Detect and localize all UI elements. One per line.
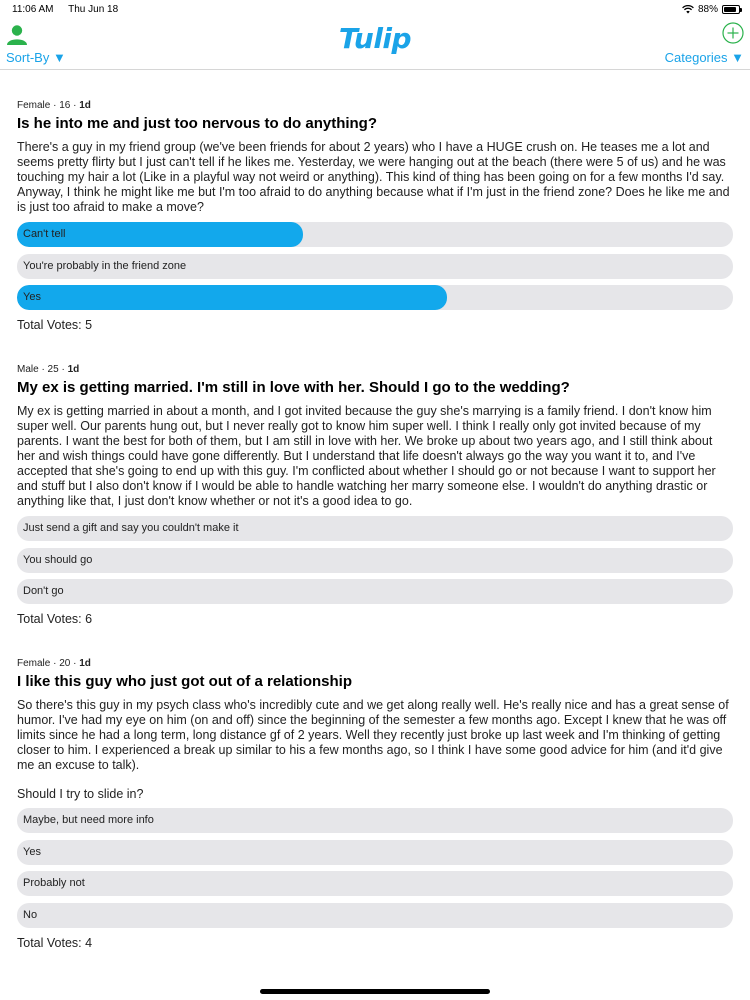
total-votes: Total Votes: 6 <box>17 612 93 626</box>
post-author-info: Female · 20 · <box>17 658 80 669</box>
poll-option-label: No <box>23 908 38 921</box>
poll-option[interactable] <box>17 285 733 310</box>
post-age: 1d <box>79 100 91 111</box>
poll-option-label: Yes <box>23 845 41 858</box>
post[interactable] <box>17 364 733 626</box>
post-author-info: Male · 25 · <box>17 364 68 375</box>
poll-option[interactable] <box>17 222 733 247</box>
poll-option[interactable] <box>17 808 733 833</box>
wifi-icon <box>682 5 694 14</box>
poll-option[interactable] <box>17 254 733 279</box>
poll-option[interactable] <box>17 579 733 604</box>
poll-option-label: Probably not <box>23 877 85 889</box>
poll-option[interactable] <box>17 840 733 865</box>
status-left <box>12 4 130 15</box>
battery-level <box>724 7 736 12</box>
poll-option-label: Can't tell <box>23 228 66 240</box>
home-indicator[interactable] <box>260 989 490 994</box>
battery-icon <box>722 5 740 14</box>
poll-option-label: You should go <box>23 553 93 566</box>
total-votes: Total Votes: 5 <box>17 318 93 332</box>
poll-option-label: Don't go <box>23 585 64 597</box>
post[interactable] <box>17 658 733 950</box>
add-post-icon[interactable] <box>722 22 744 44</box>
nav-bar <box>0 20 750 70</box>
post-age: 1d <box>79 658 91 669</box>
poll-option[interactable] <box>17 516 733 541</box>
feed <box>17 100 733 982</box>
post-age: 1d <box>67 364 80 375</box>
post[interactable] <box>17 100 733 332</box>
post-meta <box>17 100 733 111</box>
status-time: 11:06 AM <box>12 4 54 15</box>
status-bar <box>0 0 750 20</box>
total-votes: Total Votes: 4 <box>17 935 93 950</box>
post-question: Should I try to slide in? <box>17 787 144 801</box>
post-title[interactable]: I like this guy who just got out of a relationship <box>17 673 353 690</box>
poll-option-label: You're probably in the friend zone <box>23 259 187 272</box>
poll-option[interactable] <box>17 871 733 896</box>
post-meta <box>17 658 733 669</box>
poll-option[interactable] <box>17 903 733 928</box>
poll-option[interactable] <box>17 548 733 573</box>
post-title[interactable]: Is he into me and just too nervous to do anything? <box>17 115 378 132</box>
post-body: There's a guy in my friend group (we've been friends for about 2 years) who I have a HUGE crush on. He teases me a lot and seems pretty flirty but I just can't tell if he likes me. Yesterday, we were hanging out at the beach (there were 5 of us) and he was touching my hair a lot (Like in a playful way not weird or anything). This kind of thing has been going on for a few months I'd say. Anyway, I think he might like me but I'm too afraid to do anything because what if I'm just in the friend zone? Does he like me and is just too afraid to make a move? <box>17 140 730 214</box>
status-right <box>682 4 740 15</box>
poll-option-label: Maybe, but need more info <box>23 814 154 826</box>
status-date: Thu Jun 18 <box>68 4 119 15</box>
app-title: Tulip <box>338 22 412 55</box>
post-body: My ex is getting married in about a month, and I got invited because the guy she's marrying is a family friend. I don't know him super well. Our parents hung out, but I never really got to know him super well. I think I really only got invited because of my parents. I want the best for both of them, but I am still in love with her. We broke up about two years ago, and I still think about her and wish things could have gone differently. But I understand that life doesn't always go the way you want it to, and I've accepted that she's going to end up with this guy. I'm conflicted about whether I should go or not because I want to support her and stuff but I also don't know if I would be able to handle watching her marry someone else. I wouldn't do anything drastic or anything like that, I just don't know whether or not it's a good idea to go. <box>17 404 716 508</box>
poll-option-label: Just send a gift and say you couldn't make it <box>23 522 239 534</box>
sort-by-button[interactable]: Sort-By ▼ <box>6 50 66 65</box>
post-body: So there's this guy in my psych class who's incredibly cute and we get along really well. He's really nice and has a great sense of humor. I've had my eye on him (on and off) since the beginning of the semester a few months ago. Except I knew that he was off limits since he had a long term, long distance gf of 2 years. Well they recently just broke up last week and I'm thinking of getting closer to him. I experienced a break up similar to his a few months ago, so I think I have some good advice for him (and it'd give me an excuse to talk). <box>17 698 729 772</box>
battery-percent: 88% <box>697 4 718 15</box>
post-author-info: Female · 16 · <box>17 100 80 111</box>
post-meta <box>17 364 733 375</box>
post-title[interactable]: My ex is getting married. I'm still in love with her. Should I go to the wedding? <box>17 379 570 396</box>
categories-button[interactable]: Categories ▼ <box>664 50 744 65</box>
poll-option-label: Yes <box>23 291 41 303</box>
